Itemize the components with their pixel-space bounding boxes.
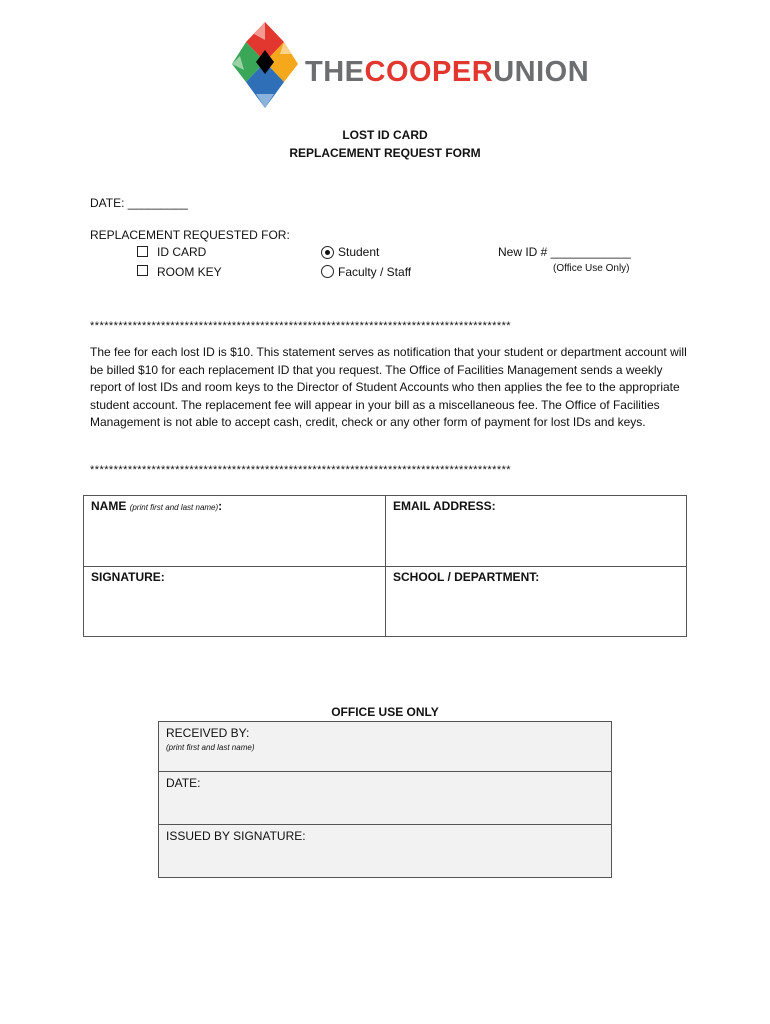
school-department-cell[interactable]: [386, 567, 687, 637]
name-hint: (print first and last name): [129, 503, 219, 512]
office-date-label: DATE:: [166, 776, 201, 790]
office-date-cell[interactable]: [159, 772, 612, 825]
requester-info-table: [83, 495, 687, 637]
office-use-table: [158, 721, 612, 878]
cooper-union-logo-mark: [230, 20, 300, 110]
issued-by-cell[interactable]: [159, 825, 612, 878]
date-field[interactable]: DATE: _________: [90, 196, 188, 210]
received-by-cell[interactable]: [159, 722, 612, 772]
received-by-hint: (print first and last name): [166, 743, 255, 752]
student-label: Student: [338, 245, 380, 259]
office-use-note: (Office Use Only): [553, 263, 630, 274]
cooper-union-wordmark: [305, 58, 589, 87]
separator-bottom: *****************************************************************************************: [90, 464, 512, 476]
email-label: EMAIL ADDRESS:: [393, 499, 496, 513]
signature-cell[interactable]: [84, 567, 386, 637]
logo-text-union: UNION: [493, 56, 590, 88]
received-by-label: RECEIVED BY:: [166, 726, 250, 740]
id-card-checkbox[interactable]: [137, 246, 148, 257]
signature-label: SIGNATURE:: [91, 570, 165, 584]
room-key-label: ROOM KEY: [157, 265, 222, 279]
email-cell[interactable]: [386, 496, 687, 567]
requested-for-label: REPLACEMENT REQUESTED FOR:: [90, 228, 290, 242]
faculty-staff-label: Faculty / Staff: [338, 265, 412, 279]
faculty-staff-radio[interactable]: [321, 265, 334, 278]
fee-paragraph: The fee for each lost ID is $10. This statement serves as notification that your student or department account will be billed $10 for each replacement ID that you request. The Office of Facilities Management sends a weekly report of lost IDs and room keys to the Director of Student Accounts who then applies the fee to the appropriate student account. The replacement fee will appear in your bill as a miscellaneous fee. The Office of Facilities Management is not able to accept cash, credit, check or any other form of payment for lost IDs and keys.: [90, 345, 687, 430]
name-cell[interactable]: [84, 496, 386, 567]
new-id-field[interactable]: New ID # ____________: [498, 245, 631, 259]
school-department-label: SCHOOL / DEPARTMENT:: [393, 570, 540, 584]
office-use-title: OFFICE USE ONLY: [331, 705, 439, 719]
id-card-label: ID CARD: [157, 245, 207, 259]
student-radio[interactable]: [321, 246, 334, 259]
logo-text-the: THE: [305, 56, 365, 88]
form-title-line2: REPLACEMENT REQUEST FORM: [289, 146, 481, 160]
name-label: NAME: [91, 499, 127, 513]
separator-top: *****************************************************************************************: [90, 320, 512, 332]
issued-by-label: ISSUED BY SIGNATURE:: [166, 829, 306, 843]
form-title-line1: LOST ID CARD: [342, 128, 428, 142]
name-colon: :: [218, 499, 223, 513]
logo-text-cooper: COOPER: [364, 56, 494, 88]
room-key-checkbox[interactable]: [137, 265, 148, 276]
